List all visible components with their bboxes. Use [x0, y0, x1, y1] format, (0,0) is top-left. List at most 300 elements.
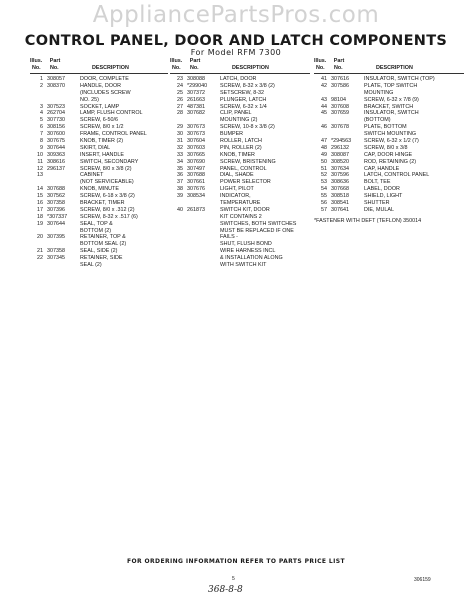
part-number: 307675 — [47, 138, 65, 145]
illus-number: 33 — [177, 151, 183, 158]
part-number: 307396 — [47, 206, 65, 213]
part-number: 308636 — [331, 179, 349, 186]
part-description: LATCH, DOOR — [220, 76, 257, 82]
parts-column-3 — [314, 58, 464, 225]
part-row — [170, 90, 310, 97]
part-description: PLUNGER, LATCH — [220, 96, 267, 103]
part-number: 307345 — [47, 255, 65, 262]
illus-number: 9 — [40, 144, 43, 151]
part-number: 307358 — [47, 248, 65, 255]
part-row — [30, 124, 168, 131]
part-description: SWITCH KIT, DOOR — [220, 206, 270, 213]
fastener-note: *FASTENER WITH DEFT (TEFLON) 350014 — [314, 217, 422, 224]
illus-number: 28 — [177, 110, 183, 117]
illus-number: 14 — [37, 186, 43, 193]
part-description: RETAINER, TOP & — [80, 234, 126, 241]
illus-number: 31 — [177, 138, 183, 145]
part-number: 307730 — [47, 117, 65, 124]
part-row — [170, 221, 310, 228]
part-description: SCREW, 6-18 x 3/8 (2) — [80, 193, 135, 200]
header-row-top — [30, 58, 168, 65]
part-number: 307688 — [187, 172, 205, 179]
illus-number: 54 — [321, 186, 327, 193]
part-number: 307659 — [331, 110, 349, 117]
part-number: 307690 — [187, 158, 205, 165]
illus-number: 42 — [321, 82, 327, 89]
part-description: BOTTOM (2) — [80, 227, 112, 234]
illus-number: 44 — [321, 103, 327, 110]
part-row — [170, 241, 310, 248]
parts-column-1 — [30, 58, 168, 269]
part-row — [30, 186, 168, 193]
part-number: 308088 — [187, 76, 205, 82]
header-no: No. — [32, 65, 41, 71]
part-description: SETSCREW, 8-32 — [220, 89, 265, 96]
part-row — [314, 145, 464, 152]
part-description: WIRE HARNESS INCL — [220, 248, 276, 255]
illus-number: 13 — [37, 172, 43, 179]
part-number: 307688 — [47, 186, 65, 193]
part-description: PIN, ROLLER (2) — [220, 144, 262, 151]
illus-number: 26 — [177, 96, 183, 103]
part-row — [314, 104, 464, 111]
part-description: SKIRT, DIAL — [80, 144, 111, 151]
part-row — [170, 131, 310, 138]
part-row — [170, 200, 310, 207]
part-number: 261663 — [187, 96, 205, 103]
illus-number: 35 — [177, 165, 183, 172]
part-description: POWER SELECTOR — [220, 179, 271, 186]
part-row — [170, 159, 310, 166]
part-description: CAP, HANDLE — [364, 165, 400, 172]
part-description: FAILS - — [220, 234, 238, 241]
header-no-2: No. — [334, 65, 343, 71]
illus-number: 16 — [37, 200, 43, 207]
part-description: SEAL, SIDE (2) — [80, 248, 118, 255]
illus-number: 4 — [40, 110, 43, 117]
part-row — [30, 214, 168, 221]
illus-number: 43 — [321, 96, 327, 103]
part-description: CLIP, PANEL — [220, 110, 252, 117]
part-description: SCREW, 8/0 x 1/2 — [80, 124, 124, 131]
part-description: ROD, RETAINING (2) — [364, 158, 417, 165]
model-subtitle: For Model RFM 7300 — [190, 48, 282, 57]
illus-number: 27 — [177, 103, 183, 110]
illus-number: 8 — [40, 138, 43, 145]
illus-number: 19 — [37, 220, 43, 227]
part-number: 308520 — [331, 158, 349, 165]
part-number: 307682 — [187, 110, 205, 117]
illus-number: 56 — [321, 200, 327, 207]
part-description: BRACKET, TIMER — [80, 200, 125, 207]
part-number: 308057 — [47, 76, 65, 82]
part-description: ROLLER, LATCH — [220, 138, 262, 145]
part-description: SEAL, TOP & — [80, 220, 113, 227]
part-description: LAMP, FLUSH CONTROL — [80, 110, 143, 117]
illus-number: 22 — [37, 255, 43, 262]
part-row — [314, 193, 464, 200]
part-number: 308534 — [187, 193, 205, 200]
part-number: 307600 — [47, 131, 65, 138]
part-number: 308087 — [331, 151, 349, 158]
part-row — [170, 214, 310, 221]
part-description: PANEL, CONTROL — [220, 165, 267, 172]
header-row — [170, 65, 310, 74]
parts-column-2 — [170, 58, 310, 269]
illus-number: 10 — [37, 151, 43, 158]
part-description: INSERT, HANDLE — [80, 151, 124, 158]
illus-number: 24 — [177, 82, 183, 89]
part-number: 307562 — [47, 193, 65, 200]
illus-number: 46 — [321, 124, 327, 131]
part-row — [314, 200, 464, 207]
part-number: 307358 — [47, 200, 65, 207]
part-row — [314, 179, 464, 186]
part-description: RETAINER, SIDE — [80, 255, 123, 262]
part-row — [30, 110, 168, 117]
part-row — [170, 117, 310, 124]
part-description: WITH SWITCH KIT — [220, 262, 267, 269]
header-no-2: No. — [190, 65, 199, 71]
part-number: 307603 — [187, 144, 205, 151]
part-description: SCREW, 6-32 x 7/8 (9) — [364, 96, 419, 103]
header-no: No. — [316, 65, 325, 71]
header-no: No. — [172, 65, 181, 71]
part-description: (INCLUDES SCREW — [80, 89, 131, 96]
part-row — [314, 76, 464, 83]
part-number: 487381 — [187, 103, 205, 110]
header-part: Part — [49, 58, 61, 64]
illus-number: 45 — [321, 110, 327, 117]
part-row — [30, 221, 168, 228]
header-part: Part — [189, 58, 201, 64]
illus-number: 2 — [40, 82, 43, 89]
illus-number: 39 — [177, 193, 183, 200]
part-number: 296132 — [331, 144, 349, 151]
part-row — [30, 193, 168, 200]
part-row — [170, 138, 310, 145]
part-row — [314, 124, 464, 131]
part-rows — [314, 76, 464, 214]
part-number: 308370 — [47, 82, 65, 89]
part-row — [30, 76, 168, 83]
part-number: 307395 — [47, 234, 65, 241]
part-description: KNOB, TIMER — [220, 151, 255, 158]
part-description: SWITCH MOUNTING — [364, 131, 417, 138]
illus-number: 15 — [37, 193, 43, 200]
part-row — [170, 255, 310, 262]
header-illus: Illus. — [314, 58, 327, 64]
illus-number: 17 — [37, 206, 43, 213]
part-number: 307644 — [47, 220, 65, 227]
part-number: 308616 — [47, 158, 65, 165]
part-description: SCREW, 8/0 x 3/8 — [364, 144, 408, 151]
part-description: & INSTALLATION ALONG — [220, 255, 283, 262]
part-description: SCREW, 10-8 x 3/8 (2) — [220, 124, 275, 131]
part-number: 307665 — [187, 151, 205, 158]
part-number: 308518 — [331, 193, 349, 200]
part-number: 307586 — [331, 82, 349, 89]
part-description: SCREW, BRISTENING — [220, 158, 276, 165]
part-description: SCREW, 8/0 x .312 (2) — [80, 206, 135, 213]
illus-number: 36 — [177, 172, 183, 179]
part-row — [314, 90, 464, 97]
part-row — [30, 83, 168, 90]
header-description: DESCRIPTION — [232, 65, 269, 71]
header-illus: Illus. — [30, 58, 43, 64]
part-row — [314, 110, 464, 117]
part-description: MOUNTING (2) — [220, 117, 258, 124]
part-row — [170, 234, 310, 241]
part-description: DOOR, COMPLETE — [80, 76, 129, 82]
part-description: BOTTOM SEAL (2) — [80, 241, 127, 248]
part-row — [30, 228, 168, 235]
part-description: INSULATOR, SWITCH — [364, 110, 419, 117]
part-description: SCREW, 8-32 x 3/8 (2) — [220, 82, 275, 89]
part-row — [314, 152, 464, 159]
part-row — [30, 104, 168, 111]
part-row — [30, 166, 168, 173]
part-row — [170, 262, 310, 269]
part-row — [170, 152, 310, 159]
part-number: 307523 — [47, 103, 65, 110]
illus-number: 11 — [37, 158, 43, 165]
part-row — [170, 172, 310, 179]
part-row — [170, 248, 310, 255]
part-rows — [170, 76, 310, 269]
header-row-top — [314, 58, 464, 65]
part-row — [30, 117, 168, 124]
part-description: (BOTTOM) — [364, 117, 391, 124]
illus-number: 12 — [37, 165, 43, 172]
part-number: 307644 — [47, 144, 65, 151]
part-row — [170, 207, 310, 214]
header-row — [314, 65, 464, 74]
illus-number: 52 — [321, 172, 327, 179]
illus-number: 34 — [177, 158, 183, 165]
part-row — [314, 138, 464, 145]
part-description: FRAME, CONTROL PANEL — [80, 131, 147, 138]
part-row — [170, 104, 310, 111]
illus-number: 37 — [177, 179, 183, 186]
illus-number: 21 — [37, 248, 43, 255]
part-row — [30, 255, 168, 262]
part-description: SOCKET, LAMP — [80, 103, 120, 110]
header-description: DESCRIPTION — [92, 65, 129, 71]
illus-number: 23 — [177, 76, 183, 82]
part-description: CAP, DOOR HINGE — [364, 151, 413, 158]
part-row — [314, 83, 464, 90]
part-description: LABEL, DOOR — [364, 186, 400, 193]
part-row — [30, 145, 168, 152]
illus-number: 6 — [40, 124, 43, 131]
illus-number: 47 — [321, 138, 327, 145]
illus-number: 20 — [37, 234, 43, 241]
part-description: LIGHT, PILOT — [220, 186, 254, 193]
illus-number: 50 — [321, 158, 327, 165]
part-number: 307676 — [187, 186, 205, 193]
part-row — [30, 131, 168, 138]
watermark: AppliancePartsPros.com — [92, 2, 380, 28]
part-row — [170, 166, 310, 173]
illus-number: 32 — [177, 144, 183, 151]
part-description: SCREW, 6-32 x 1/4 — [220, 103, 267, 110]
part-row — [30, 172, 168, 179]
part-description: KNOB, MINUTE — [80, 186, 119, 193]
part-number: 309363 — [47, 151, 65, 158]
illus-number: 3 — [40, 103, 43, 110]
illus-number: 5 — [40, 117, 43, 124]
illus-number: 55 — [321, 193, 327, 200]
part-description: KNOB, TIMER (2) — [80, 138, 124, 145]
handwritten-note: 368-8-8 — [208, 585, 243, 595]
illus-number: 53 — [321, 179, 327, 186]
part-number: 307678 — [331, 124, 349, 131]
part-row — [30, 234, 168, 241]
document-code: 306159 — [414, 577, 431, 583]
part-description: SWITCHES, BOTH SWITCHES — [220, 220, 297, 227]
part-row — [170, 145, 310, 152]
part-description: SEAL (2) — [80, 262, 102, 269]
page-number: 5 — [232, 576, 235, 582]
illus-number: 48 — [321, 144, 327, 151]
part-number: 307497 — [187, 165, 205, 172]
part-description: INDICATOR, — [220, 193, 251, 200]
page-title: CONTROL PANEL, DOOR AND LATCH COMPONENTS — [24, 33, 448, 49]
part-row — [30, 207, 168, 214]
part-number: 307634 — [331, 165, 349, 172]
illus-number: 18 — [37, 213, 43, 220]
part-number: 261873 — [187, 206, 205, 213]
part-description: INSULATOR, SWITCH (TOP) — [364, 76, 435, 82]
part-number: 308541 — [331, 200, 349, 207]
header-illus: Illus. — [170, 58, 183, 64]
illus-number: 41 — [321, 76, 327, 82]
part-number: 307604 — [187, 138, 205, 145]
part-rows — [30, 76, 168, 269]
part-description: SHIELD, LIGHT — [364, 193, 403, 200]
part-row — [314, 131, 464, 138]
part-description: SCREW, 6-32 x 1/2 (7) — [364, 138, 419, 145]
header-description: DESCRIPTION — [376, 65, 413, 71]
part-number: *294563 — [331, 138, 352, 145]
header-no-2: No. — [50, 65, 59, 71]
part-row — [170, 179, 310, 186]
part-description: BRACKET, SWITCH — [364, 103, 414, 110]
illus-number: 1 — [40, 76, 43, 82]
part-row — [314, 159, 464, 166]
part-description: SCREW, 8/0 x 3/8 (2) — [80, 165, 132, 172]
header-part: Part — [333, 58, 345, 64]
part-row — [30, 90, 168, 97]
part-number: 307596 — [331, 172, 349, 179]
part-description: NO. 25) — [80, 96, 99, 103]
part-number: 307668 — [331, 186, 349, 193]
part-number: 307673 — [187, 124, 205, 131]
part-description: DIAL, SHADE — [220, 172, 254, 179]
part-description: PLATE, TOP SWITCH — [364, 82, 418, 89]
part-description: HANDLE, DOOR — [80, 82, 122, 89]
illus-number: 29 — [177, 124, 183, 131]
part-description: DIE, MULAL — [364, 206, 394, 213]
part-row — [30, 262, 168, 269]
part-number: 307616 — [331, 76, 349, 82]
part-row — [30, 152, 168, 159]
header-row — [30, 65, 168, 74]
illus-number: 7 — [40, 131, 43, 138]
part-row — [314, 172, 464, 179]
part-number: 262704 — [47, 110, 65, 117]
part-number: 296137 — [47, 165, 65, 172]
part-description: BOLT, TEE — [364, 179, 391, 186]
part-row — [170, 76, 310, 83]
part-description: SHUTTER — [364, 200, 390, 207]
part-row — [170, 193, 310, 200]
part-description: SCREW, 6-50/6 — [80, 117, 119, 124]
illus-number: 49 — [321, 151, 327, 158]
part-number: 98104 — [331, 96, 346, 103]
part-row — [30, 138, 168, 145]
part-description: MOUNTING — [364, 89, 394, 96]
part-row — [30, 248, 168, 255]
part-description: KIT CONTAINS 2 — [220, 213, 262, 220]
part-description: BUMPER — [220, 131, 244, 138]
part-description: SWITCH, SECONDARY — [80, 158, 139, 165]
part-description: LATCH, CONTROL PANEL — [364, 172, 430, 179]
illus-number: 57 — [321, 206, 327, 213]
part-description: CABINET — [80, 172, 104, 179]
illus-number: 30 — [177, 131, 183, 138]
part-description: TEMPERATURE — [220, 200, 261, 207]
part-number: 307372 — [187, 89, 205, 96]
part-row — [170, 228, 310, 235]
part-row — [30, 179, 168, 186]
illus-number: 25 — [177, 89, 183, 96]
part-row — [170, 186, 310, 193]
part-row — [170, 97, 310, 104]
header-row-top — [170, 58, 310, 65]
illus-number: 38 — [177, 186, 183, 193]
part-number: 307608 — [331, 103, 349, 110]
part-row — [170, 83, 310, 90]
part-row — [314, 97, 464, 104]
part-description: SHUT, FLUSH BOND — [220, 241, 272, 248]
ordering-footer: FOR ORDERING INFORMATION REFER TO PARTS PRICE LIST — [127, 558, 345, 565]
part-number: *307337 — [47, 213, 68, 220]
part-number: 307673 — [187, 131, 205, 138]
part-description: (NOT SERVICEABLE) — [80, 179, 134, 186]
part-number: 307641 — [331, 206, 349, 213]
part-row — [30, 200, 168, 207]
part-number: 307661 — [187, 179, 205, 186]
part-number: *299040 — [187, 82, 208, 89]
part-row — [314, 186, 464, 193]
part-row — [30, 97, 168, 104]
part-row — [314, 207, 464, 214]
part-row — [30, 159, 168, 166]
part-row — [170, 110, 310, 117]
part-row — [170, 124, 310, 131]
part-description: SCREW, 8-32 x .517 (6) — [80, 213, 138, 220]
part-description: MUST BE REPLACED IF ONE — [220, 227, 294, 234]
part-row — [314, 117, 464, 124]
illus-number: 51 — [321, 165, 327, 172]
part-number: 308156 — [47, 124, 65, 131]
illus-number: 40 — [177, 206, 183, 213]
part-row — [314, 166, 464, 173]
part-row — [30, 241, 168, 248]
part-description: PLATE, BOTTOM — [364, 124, 407, 131]
